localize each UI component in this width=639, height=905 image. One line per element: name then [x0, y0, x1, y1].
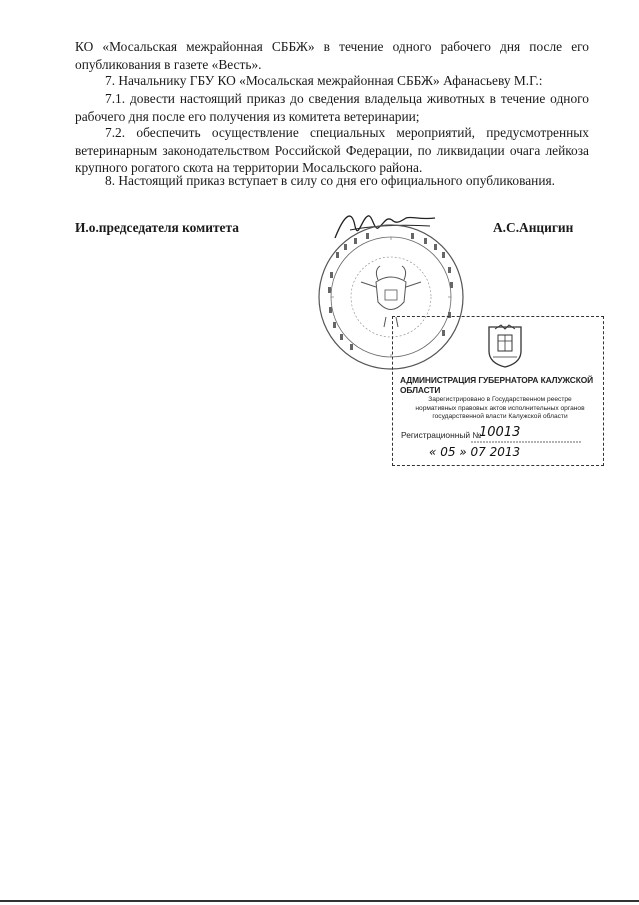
- signer-name: А.С.Анцигин: [493, 220, 574, 235]
- page-bottom-edge: [0, 900, 639, 902]
- coat-of-arms-icon: [485, 323, 525, 369]
- paragraph-continuation: КО «Мосальская межрайонная СББЖ» в течение одного рабочего дня после его опубликования в газете «Весть».: [75, 39, 589, 72]
- paragraph-item-8: 8. Настоящий приказ вступает в силу со дня его официального опубликования.: [105, 173, 555, 188]
- registration-number: 10013: [479, 425, 521, 440]
- paragraph-item-7-2: 7.2. обеспечить осуществление специальных мероприятий, предусмотренных ветеринарным законодательством Российской Федерации, по ликвидации очага лейкоза крупного рогатого скота на территории Мосальского района.: [75, 125, 589, 176]
- registration-date: « 05 » 07 2013: [429, 445, 521, 459]
- registration-underline: [471, 441, 581, 444]
- registration-label: Регистрационный №: [401, 430, 482, 440]
- paragraph-item-7: 7. Начальнику ГБУ КО «Мосальская межрайонная СББЖ» Афанасьеву М.Г.:: [105, 73, 543, 88]
- signature-title: И.о.председателя комитета: [75, 220, 239, 235]
- stamp-title: АДМИНИСТРАЦИЯ ГУБЕРНАТОРА КАЛУЖСКОЙ ОБЛАСТИ: [400, 375, 594, 395]
- paragraph-item-7-1: 7.1. довести настоящий приказ до сведения владельца животных в течение одного рабочего дня после его получения из комитета ветеринарии;: [75, 91, 589, 124]
- stamp-text: Зарегистрировано в Государственном реестре нормативных правовых актов исполнительных органов государственной власти Калужской области: [415, 396, 585, 421]
- registration-stamp: [392, 316, 604, 466]
